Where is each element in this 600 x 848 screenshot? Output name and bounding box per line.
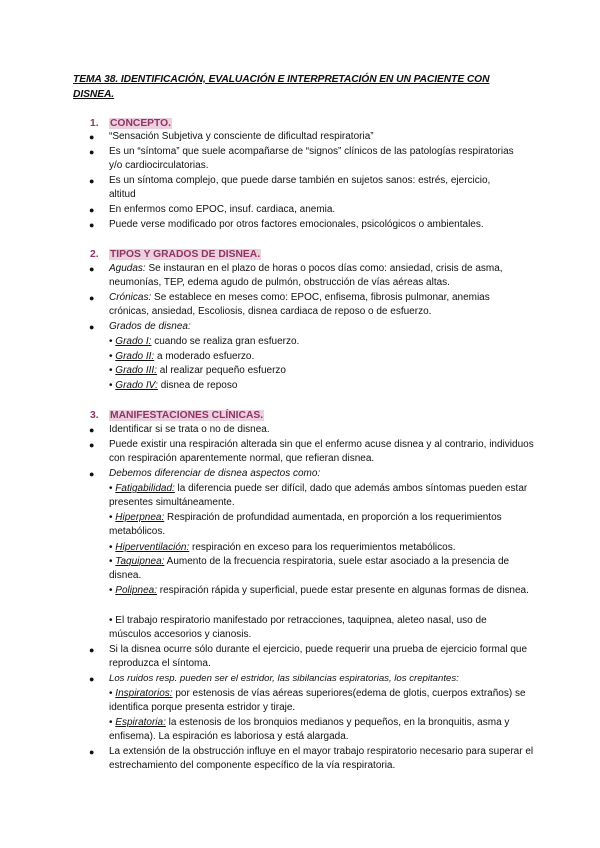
sub-bullet-icon: • (109, 380, 113, 391)
bullet-icon: ● (89, 645, 95, 655)
list-item: La extensión de la obstrucción influye en el mayor trabajo respiratorio necesario para superar el estrechamiento del componente específico de la vía respiratoria. (109, 746, 534, 772)
list-item-ruidos: Los ruidos resp. pueden ser el estridor, las sibilancias espiratorias, los crepitantes: (109, 673, 459, 684)
sub-item-text: cuando se realiza gran esfuerzo. (151, 336, 300, 347)
sub-item-grado (109, 335, 529, 349)
sub-bullet-icon: • (109, 542, 113, 553)
list-item: “Sensación Subjetiva y consciente de dificultad respiratoria” (109, 131, 374, 142)
item-label: Crónicas: (109, 292, 152, 303)
sub-item-text: Respiración de profundidad aumentada, en proporción a los requerimientos metabólicos. (109, 512, 502, 538)
section-title: CONCEPTO. (110, 118, 172, 129)
section-heading-manifestaciones (90, 409, 264, 422)
sub-item-text: respiración rápida y superficial, puede estar presente en algunas formas de disnea. (157, 585, 529, 596)
list-item-cronicas (109, 291, 529, 320)
sub-bullet-icon: • (109, 512, 113, 523)
sub-bullet-icon: • (109, 556, 113, 567)
section-number: 2. (90, 249, 99, 260)
sub-item-ruido (109, 716, 529, 745)
sub-item-label: Grado III: (115, 365, 157, 376)
bullet-icon: ● (89, 132, 95, 142)
section-number: 1. (90, 118, 99, 129)
bullet-icon: ● (89, 293, 95, 303)
sub-bullet-icon: • (109, 585, 113, 596)
sub-bullet-icon: • (109, 365, 113, 376)
sub-item-diferencia (109, 584, 529, 598)
sub-item-label: Grado II: (115, 351, 155, 362)
sub-item-ruido (109, 687, 529, 716)
item-text: Se establece en meses como: EPOC, enfisema, fibrosis pulmonar, anemias crónicas, ansiedad, Escoliosis, disnea cardiaca de reposo o de esfuerzo. (109, 292, 490, 318)
list-item-grados: Grados de disnea: (109, 321, 191, 332)
sub-item-label: Grado I: (115, 336, 152, 347)
bullet-icon: ● (89, 176, 95, 186)
sub-item-label: Hiperventilación: (115, 542, 190, 553)
bullet-icon: ● (89, 205, 95, 215)
list-item: Identificar si se trata o no de disnea. (109, 424, 270, 435)
list-item: Es un síntoma complejo, que puede darse también en sujetos sanos: estrés, ejercicio, altitud (109, 175, 491, 201)
sub-bullet-icon: • (109, 717, 113, 728)
sub-bullet-icon: • (109, 336, 113, 347)
list-item-agudas (109, 262, 529, 291)
list-item: Puede existir una respiración alterada sin que el enfermo acuse disnea y al contrario, individuos con respiración aparentemente normal, que refieran disnea. (109, 439, 534, 465)
list-item: En enfermos como EPOC, insuf. cardiaca, anemia. (109, 204, 336, 215)
sub-bullet-icon: • (109, 615, 113, 626)
sub-item-text: a moderado esfuerzo. (154, 351, 255, 362)
sub-bullet-icon: • (109, 688, 113, 699)
item-text: Se instauran en el plazo de horas o pocos días como: ansiedad, crisis de asma, neumonías, TEP, edema agudo de pulmón, obstrucción de vías aéreas altas. (109, 263, 503, 289)
sub-item-text: al realizar pequeño esfuerzo (156, 365, 286, 376)
list-item: Si la disnea ocurre sólo durante el ejercicio, puede requerir una prueba de ejercicio formal que reproduzca el síntoma. (109, 644, 528, 670)
sub-item-text: respiración en exceso para los requerimientos metabólicos. (189, 542, 456, 553)
document-title: TEMA 38. IDENTIFICACIÓN, EVALUACIÓN E INTERPRETACIÓN EN UN PACIENTE CON DISNEA. (73, 74, 490, 100)
list-item: Puede verse modificado por otros factores emocionales, psicológicos o ambientales. (109, 219, 484, 230)
sub-item-label: Inspiratorios: (115, 688, 173, 699)
sub-item-diferencia (109, 511, 529, 540)
section-number: 3. (90, 410, 99, 421)
sub-item-diferencia (109, 482, 529, 511)
bullet-icon: ● (89, 469, 95, 479)
bullet-icon: ● (89, 147, 95, 157)
section-heading-concepto (90, 117, 172, 130)
sub-item-text: la diferencia puede ser difícil, dado que además ambos síntomas pueden estar presentes simultáneamente. (109, 483, 528, 509)
bullet-icon: ● (89, 747, 95, 757)
sub-item-label: Grado IV: (115, 380, 158, 391)
sub-item-label: Hiperpnea: (115, 512, 165, 523)
bullet-icon: ● (89, 425, 95, 435)
bullet-icon: ● (89, 264, 95, 274)
sub-item-text: El trabajo respiratorio manifestado por retracciones, taquipnea, aleteo nasal, uso de músculos accesorios y cianosis. (109, 615, 487, 641)
sub-item-diferencia (109, 541, 529, 555)
sub-item-diferencia (109, 614, 529, 643)
bullet-icon: ● (89, 440, 95, 450)
sub-item-label: Taquipnea: (115, 556, 165, 567)
sub-item-label: Espiratoria: (115, 717, 166, 728)
sub-item-text: disnea de reposo (157, 380, 238, 391)
sub-item-text: por estenosis de vías aéreas superiores(edema de glotis, cuerpos extraños) se identifica porque presenta estridor y tiraje. (109, 688, 526, 714)
sub-item-text: Aumento de la frecuencia respiratoria, suele estar asociado a la presencia de disnea. (109, 556, 510, 582)
sub-item-grado (109, 379, 529, 393)
item-label: Agudas: (109, 263, 146, 274)
sub-item-label: Fatigabilidad: (115, 483, 175, 494)
sub-bullet-icon: • (109, 483, 113, 494)
sub-item-text: la estenosis de los bronquios medianos y pequeños, en la bronquitis, asma y enfisema). La espiración es laboriosa y está alargada. (109, 717, 510, 743)
sub-item-grado (109, 364, 529, 378)
sub-item-diferencia (109, 555, 529, 584)
section-heading-tipos (90, 248, 261, 261)
section-title: MANIFESTACIONES CLÍNICAS. (110, 410, 264, 421)
list-item: Es un “síntoma” que suele acompañarse de “signos” clínicos de las patologías respiratorias y/o cardiocirculatorias. (109, 146, 514, 172)
sub-item-label: Polipnea: (115, 585, 157, 596)
sub-item-grado (109, 350, 529, 364)
bullet-icon: ● (89, 674, 95, 684)
bullet-icon: ● (89, 220, 95, 230)
list-item-diferencias: Debemos diferenciar de disnea aspectos como: (109, 468, 321, 479)
section-title: TIPOS Y GRADOS DE DISNEA. (110, 249, 261, 260)
bullet-icon: ● (89, 322, 95, 332)
sub-bullet-icon: • (109, 351, 113, 362)
